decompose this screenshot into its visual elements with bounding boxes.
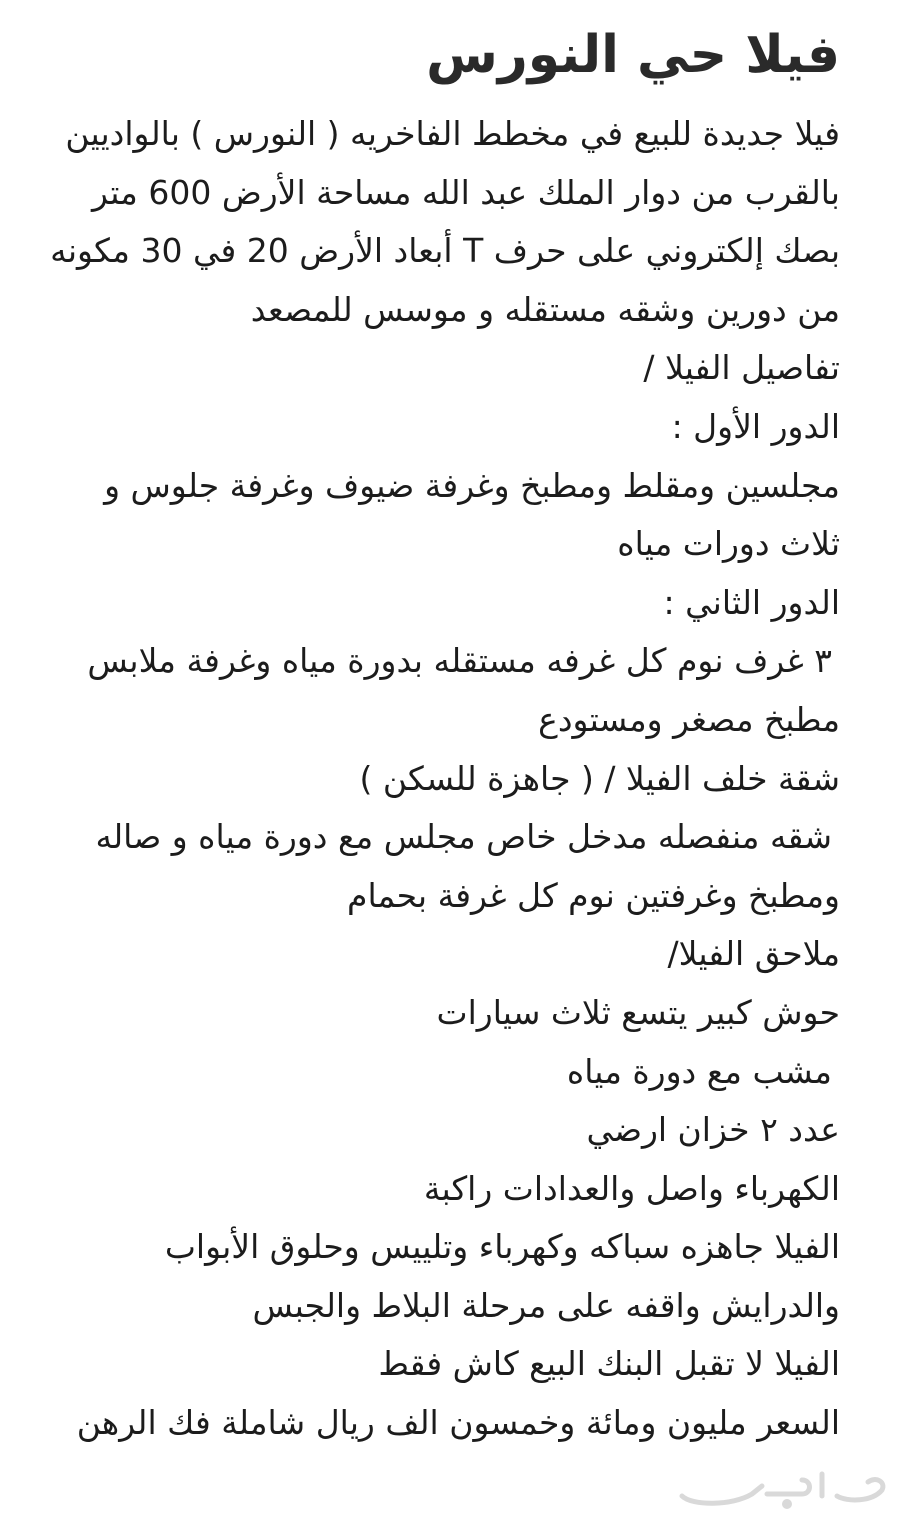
description-line: الفيلا جاهزه سباكه وكهرباء وتلييس وحلوق الأبواب: [164, 1227, 840, 1267]
description-line: مجلسين ومقلط ومطبخ وغرفة ضيوف وغرفة جلوس و: [104, 465, 840, 505]
listing-description: [50, 105, 840, 1453]
section-heading-second-floor: الدور الثاني :: [663, 582, 840, 622]
description-line: حوش كبير يتسع ثلاث سيارات: [436, 992, 840, 1032]
description-line: عدد ٢ خزان ارضي: [586, 1110, 840, 1150]
description-line: فيلا جديدة للبيع في مخطط الفاخريه ( النورس ) بالواديين: [65, 114, 840, 153]
section-heading-first-floor: الدور الأول :: [671, 406, 840, 446]
description-line: مطبخ مصغر ومستودع: [538, 699, 840, 739]
description-line: من دورين وشقه مستقله و موسس للمصعد: [250, 289, 840, 329]
description-line: الكهرباء واصل والعدادات راكبة: [423, 1168, 840, 1208]
description-line: ومطبخ وغرفتين نوم كل غرفة بحمام: [347, 875, 840, 915]
price-line: السعر مليون ومائة وخمسون الف ريال شاملة فك الرهن: [76, 1403, 840, 1443]
description-line: بالقرب من دوار الملك عبد الله مساحة الأرض 600 متر: [92, 172, 840, 212]
listing-title: فيلا حي النورس: [426, 25, 840, 85]
section-heading-apartment: شقة خلف الفيلا / ( جاهزة للسكن ): [359, 758, 840, 798]
section-heading-annexes: ملاحق الفيلا/: [667, 934, 840, 974]
description-line: والدرايش واقفه على مرحلة البلاط والجبس: [252, 1285, 840, 1325]
description-line: ثلاث دورات مياه: [617, 524, 840, 564]
payment-terms: الفيلا لا تقبل البنك البيع كاش فقط: [378, 1344, 840, 1384]
description-line: شقه منفصله مدخل خاص مجلس مع دورة مياه و صاله: [95, 817, 832, 857]
description-line: مشب مع دورة مياه: [566, 1051, 832, 1091]
description-line: ٣ غرف نوم كل غرفه مستقله بدورة مياه وغرفة ملابس: [87, 641, 832, 681]
haraj-watermark-logo: [672, 1466, 892, 1510]
description-line: بصك إلكتروني على حرف T أبعاد الأرض 20 في 30 مكونه: [50, 231, 840, 271]
section-heading-villa-details: تفاصيل الفيلا /: [643, 348, 840, 388]
